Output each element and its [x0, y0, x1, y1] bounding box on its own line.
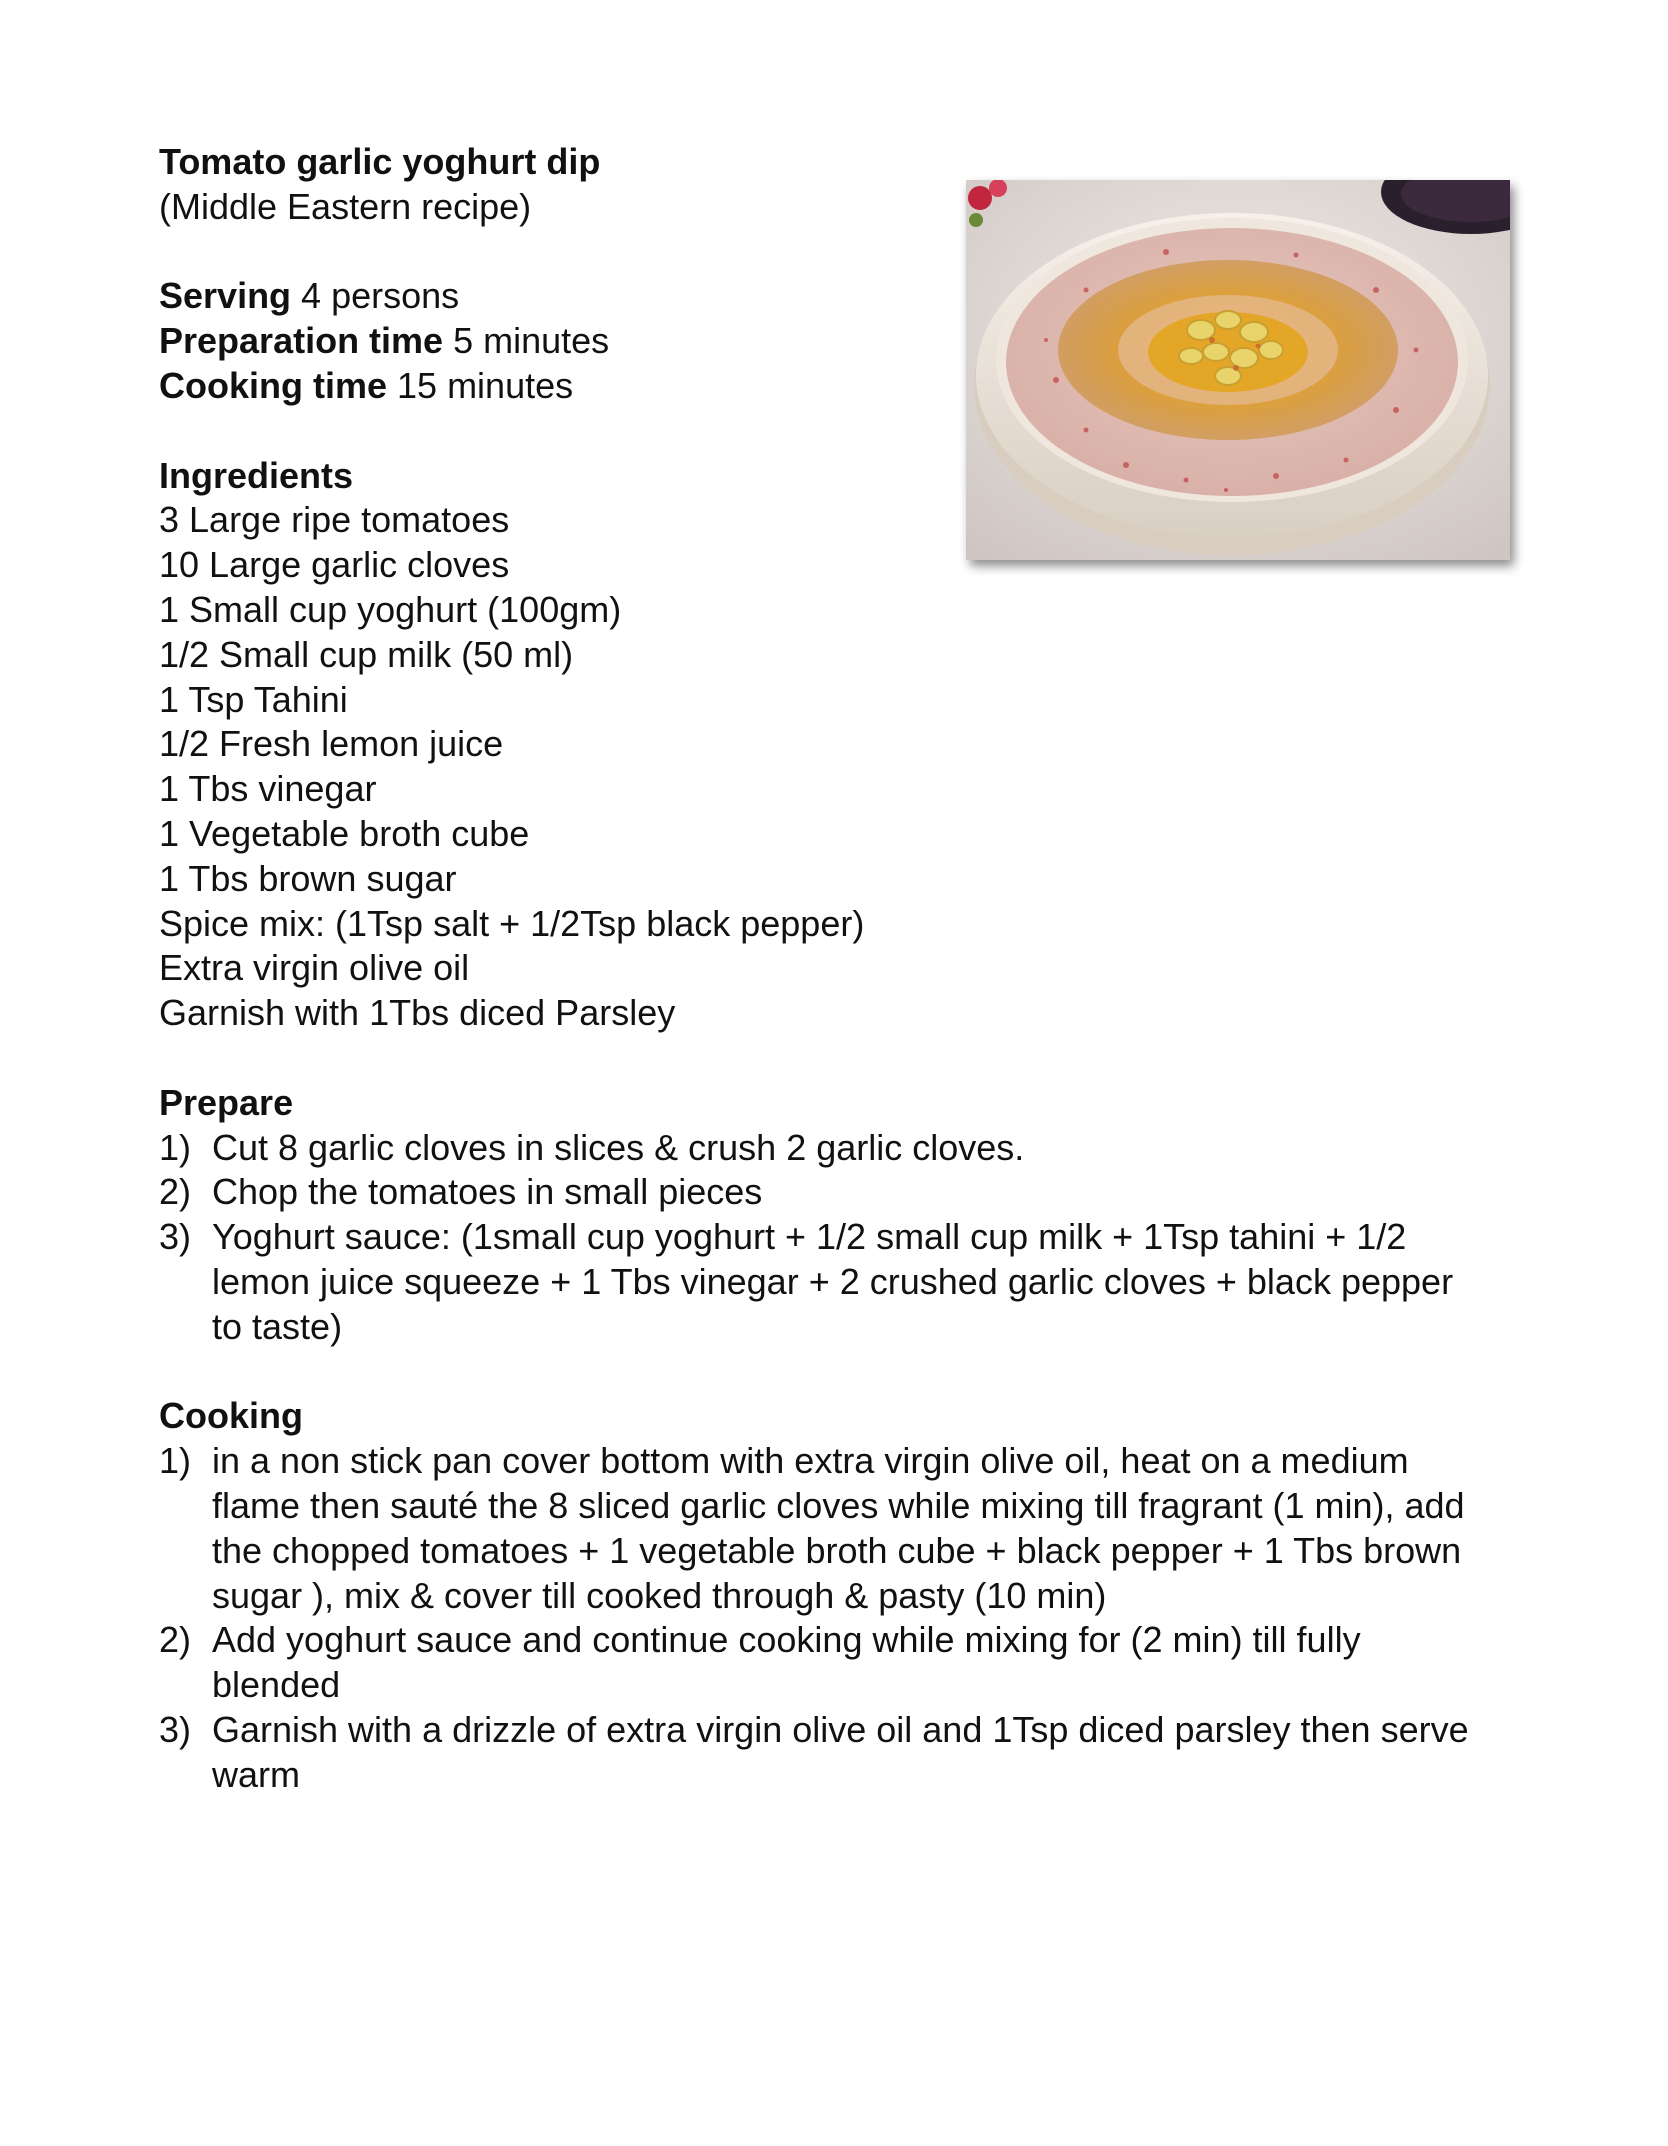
step-number: 2)	[159, 1619, 192, 1661]
recipe-subtitle: (Middle Eastern recipe)	[159, 185, 532, 227]
step-text: Yoghurt sauce: (1small cup yoghurt + 1/2 small cup milk + 1Tsp tahini + 1/2 lemon juice squeeze + 1 Tbs vinegar + 2 crushed garlic cloves + black pepper to taste)	[212, 1216, 1454, 1347]
dip-bowl-illustration	[966, 180, 1510, 560]
serving-value: 4 persons	[291, 275, 460, 317]
prepare-step	[159, 1170, 1469, 1215]
ingredient-item: 1/2 Fresh lemon juice	[159, 723, 504, 765]
cooking-step	[159, 1439, 1469, 1618]
step-number: 3)	[159, 1708, 192, 1750]
prep-time-label: Preparation time	[159, 320, 444, 362]
cooking-steps	[159, 1439, 1469, 1797]
prepare-steps	[159, 1126, 1469, 1350]
ingredient-item: 1 Tbs brown sugar	[159, 857, 457, 899]
cook-time-label: Cooking time	[159, 364, 388, 406]
prep-time-value: 5 minutes	[443, 320, 610, 362]
prepare-heading: Prepare	[159, 1081, 294, 1123]
step-text: Cut 8 garlic cloves in slices & crush 2 garlic cloves.	[212, 1126, 1025, 1168]
ingredient-item: 1 Tsp Tahini	[159, 678, 348, 720]
cooking-step	[159, 1708, 1469, 1798]
step-number: 1)	[159, 1440, 192, 1482]
prepare-step	[159, 1126, 1469, 1171]
ingredient-item: 1 Vegetable broth cube	[159, 812, 530, 854]
ingredient-item: Spice mix: (1Tsp salt + 1/2Tsp black pepper)	[159, 902, 865, 944]
step-text: in a non stick pan cover bottom with extra virgin olive oil, heat on a medium flame then sauté the 8 sliced garlic cloves while mixing till fragrant (1 min), add the chopped tomatoes + 1 vegetable broth cube + black pepper + 1 Tbs brown sugar ), mix & cover till cooked through & pasty (10 min)	[212, 1440, 1465, 1616]
step-number: 1)	[159, 1126, 192, 1168]
ingredient-item: 3 Large ripe tomatoes	[159, 499, 510, 541]
cooking-step	[159, 1618, 1469, 1708]
ingredient-item: Garnish with 1Tbs diced Parsley	[159, 992, 676, 1034]
step-number: 2)	[159, 1171, 192, 1213]
ingredient-item: 10 Large garlic cloves	[159, 544, 510, 586]
cook-time-value: 15 minutes	[387, 364, 574, 406]
ingredient-item: 1 Small cup yoghurt (100gm)	[159, 588, 622, 630]
dish-photo	[966, 180, 1510, 560]
prepare-step	[159, 1215, 1469, 1349]
ingredient-item: 1 Tbs vinegar	[159, 768, 377, 810]
step-text: Garnish with a drizzle of extra virgin olive oil and 1Tsp diced parsley then serve warm	[212, 1708, 1469, 1795]
ingredient-item: Extra virgin olive oil	[159, 947, 470, 989]
recipe-title: Tomato garlic yoghurt dip	[159, 141, 601, 182]
step-number: 3)	[159, 1216, 192, 1258]
ingredients-heading: Ingredients	[159, 454, 354, 496]
step-text: Add yoghurt sauce and continue cooking while mixing for (2 min) till fully blended	[212, 1619, 1361, 1706]
step-text: Chop the tomatoes in small pieces	[212, 1171, 763, 1213]
cooking-heading: Cooking	[159, 1395, 303, 1437]
ingredients-list	[159, 498, 1509, 1036]
serving-label: Serving	[159, 275, 292, 317]
ingredient-item: 1/2 Small cup milk (50 ml)	[159, 633, 574, 675]
